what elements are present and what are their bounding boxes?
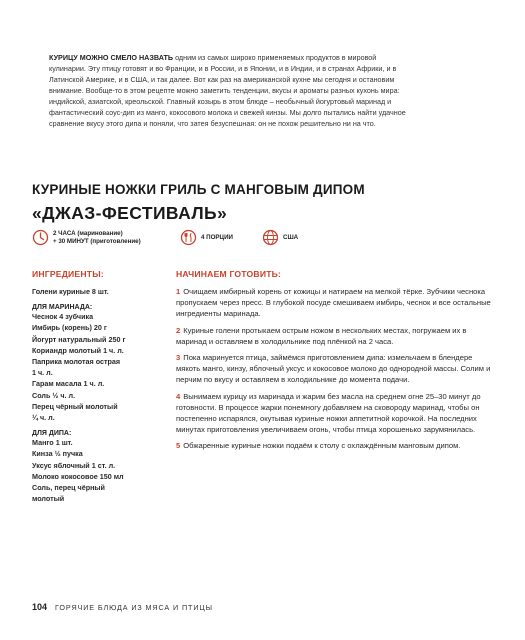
ingredient-item: Перец чёрный молотый: [32, 401, 118, 411]
method-step: [176, 325, 494, 347]
method-step: [176, 391, 494, 436]
page-footer: [32, 602, 213, 612]
intro-text: одним из самых широко применяемых продуктов в мировой кулинарии. Эту птицу готовят и во Франции, и в России, и в Японии, и в Индии, и в странах Африки, и в Латинской Америке, и в США, и так далее. Вот как раз на американской кухне мы сегодня и остановим внимание. Вообще-то в этом рецепте можно заметить тенденции, вкусы и ароматы разных кухонь мира: индийской, азиатской, креольской. Главный козырь в этом блюде – необычный йогуртовый маринад и фантастический соус-дип из манго, кокосового молока и свежей кинзы. Мы долго пытались найти удачное сравнение вкусу этого дипа и поняли, что затея безуспешная: он не похож решительно ни на что.: [49, 53, 406, 128]
intro-paragraph: [49, 52, 409, 129]
recipe-subtitle: «ДЖАЗ-ФЕСТИВАЛЬ»: [32, 203, 228, 223]
ingredient-item: Паприка молотая острая: [32, 357, 121, 367]
step-number: 5: [176, 441, 181, 451]
ingredient-item: Кориандр молотый 1 ч. л.: [32, 345, 124, 355]
ingredient-item: Соль, перец чёрный: [32, 483, 105, 493]
method-steps: [176, 286, 494, 452]
ingredient-item: Имбирь (корень) 20 г: [32, 323, 107, 333]
ingredients-column: [32, 269, 162, 504]
ingredient-item: Гарам масала 1 ч. л.: [32, 379, 105, 389]
step-number: 2: [176, 325, 181, 335]
meta-portions: [180, 229, 233, 246]
recipe-title: КУРИНЫЕ НОЖКИ ГРИЛЬ С МАНГОВЫМ ДИПОМ: [32, 182, 365, 197]
country-label: США: [283, 233, 299, 241]
ingredient-item: Соль ½ ч. л.: [32, 390, 76, 400]
step-text: Куриные голени протыкаем острым ножом в нескольких местах, погружаем их в маринад и оставляем в холодильнике под плёнкой на 2 часа.: [176, 325, 467, 346]
ingredient-item: Голени куриные 8 шт.: [32, 287, 109, 296]
method-step: [176, 286, 494, 320]
method-heading: НАЧИНАЕМ ГОТОВИТЬ:: [176, 269, 282, 279]
ingredients-heading: ИНГРЕДИЕНТЫ:: [32, 269, 104, 279]
step-number: 3: [176, 353, 181, 363]
time-marinating: 2 ЧАСА (маринование): [53, 229, 123, 237]
ingredient-item: Манго 1 шт.: [32, 438, 73, 448]
step-text: Очищаем имбирный корень от кожицы и натираем на мелкой тёрке. Зубчики чеснока пропускаем через пресс. В глубокой посуде смешиваем имбирь, чеснок и все остальные ингредиенты маринада.: [176, 287, 491, 319]
dip-heading: ДЛЯ ДИПА:: [32, 430, 72, 438]
meta-time: [32, 229, 141, 246]
ingredient-item: ¼ ч. л.: [32, 413, 55, 423]
marinade-list: [32, 311, 162, 423]
ingredient-item: молотый: [32, 494, 65, 504]
ingredient-item: 1 ч. л.: [32, 368, 53, 378]
ingredient-item: Молоко кокосовое 150 мл: [32, 471, 124, 481]
step-text: Пока маринуется птица, займёмся приготовлением дипа: измельчаем в блендере мякоть манго, кинзу, яблочный уксус и кокосовое молоко до однородной массы. Солим и перчим по вкусу и оставляем в холодильнике до момента подачи.: [176, 353, 491, 385]
step-number: 4: [176, 391, 181, 401]
globe-icon: [262, 229, 279, 246]
clock-icon: [32, 229, 49, 246]
method-step: [176, 352, 494, 386]
page-number: 104: [32, 602, 48, 612]
method-step: [176, 440, 494, 451]
marinade-heading: ДЛЯ МАРИНАДА:: [32, 304, 93, 312]
ingredient-item: Кинза ½ пучка: [32, 449, 83, 459]
ingredient-item: Чеснок 4 зубчика: [32, 312, 94, 322]
meta-country: [262, 229, 298, 246]
ingredients-main-list: [32, 286, 162, 297]
ingredient-item: Йогурт натуральный 250 г: [32, 334, 126, 344]
step-text: Обжаренные куриные ножки подаём к столу с охлаждённым манговым дипом.: [183, 441, 461, 451]
portions-label: 4 ПОРЦИИ: [201, 233, 233, 241]
step-number: 1: [176, 287, 181, 296]
dip-list: [32, 437, 162, 504]
method-column: [176, 269, 494, 457]
ingredient-item: Уксус яблочный 1 ст. л.: [32, 460, 116, 470]
fork-knife-icon: [180, 229, 197, 246]
section-name: ГОРЯЧИЕ БЛЮДА ИЗ МЯСА И ПТИЦЫ: [55, 603, 213, 612]
time-cooking: + 30 МИНУТ (приготовление): [53, 237, 141, 245]
step-text: Вынимаем курицу из маринада и жарим без масла на среднем огне 25–30 минут до готовности. В процессе жарки понемногу добавляем на сковороду маринад, чтобы он постепенно испарялся, окутывая куриные ножки аппетитной корочкой. На последних минутах приготовления увеличиваем огонь, чтобы птица хорошенько зарумянилась.: [176, 391, 481, 435]
intro-lead: КУРИЦУ МОЖНО СМЕЛО НАЗВАТЬ: [49, 53, 174, 62]
